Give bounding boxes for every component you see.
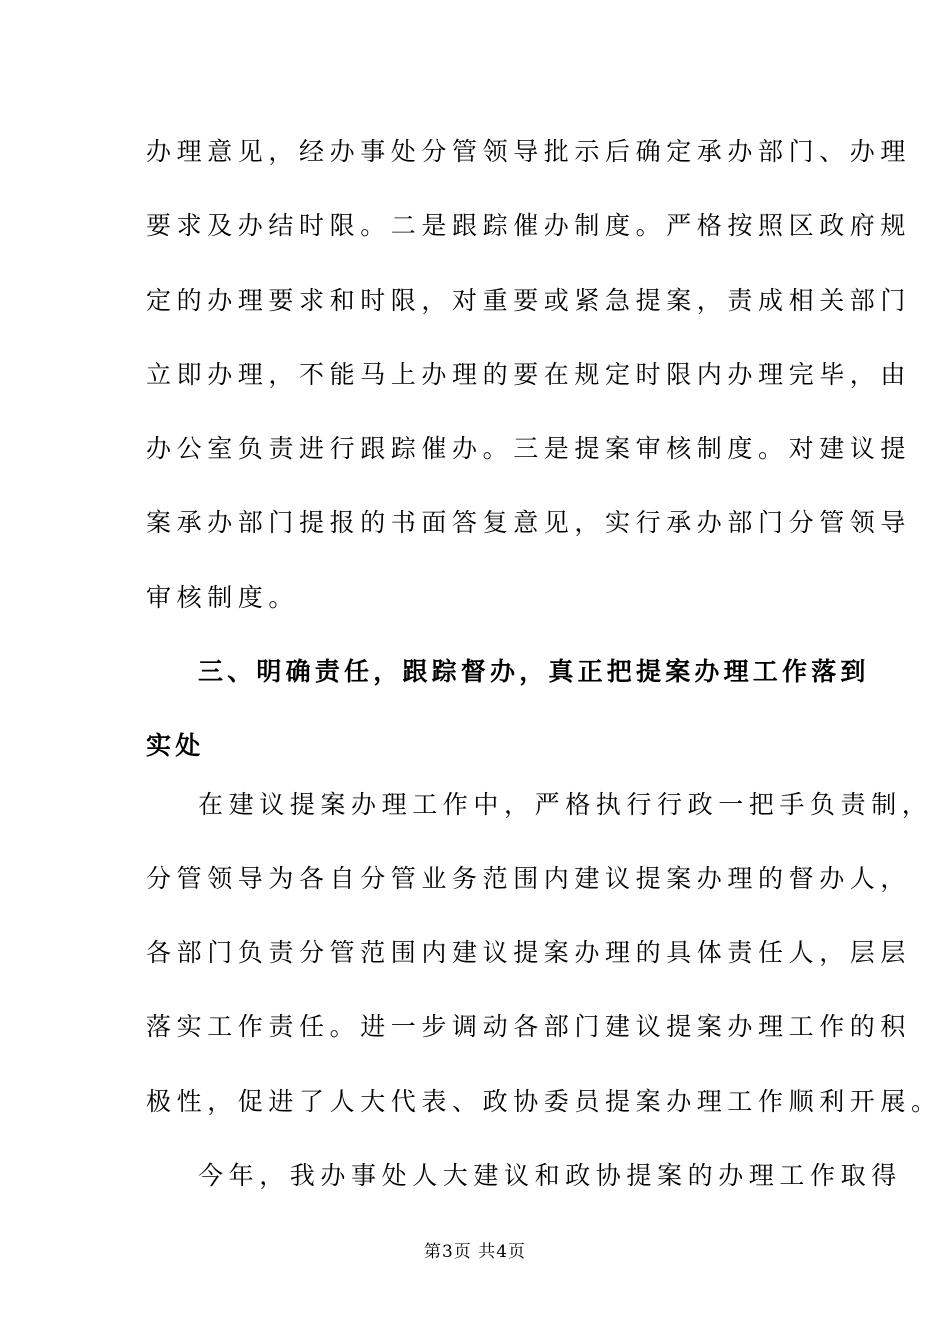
section-heading-continuation: 实处 — [146, 731, 205, 760]
text-line: 立即办理，不能马上办理的要在规定时限内办理完毕，由 — [146, 360, 912, 389]
text-line: 极性，促进了人大代表、政协委员提案办理工作顺利开展。 — [146, 1087, 942, 1116]
section-heading: 三、明确责任，跟踪督办，真正把提案办理工作落到 — [198, 657, 870, 686]
text-line: 审核制度。 — [146, 583, 300, 612]
text-line: 各部门负责分管范围内建议提案办理的具体责任人，层层 — [146, 938, 912, 967]
text-line: 定的办理要求和时限，对重要或紧急提案，责成相关部门 — [146, 286, 912, 315]
page-number-footer: 第3页 共4页 — [423, 1242, 527, 1262]
text-line: 案承办部门提报的书面答复意见，实行承办部门分管领导 — [146, 508, 912, 537]
text-line: 要求及办结时限。二是跟踪催办制度。严格按照区政府规 — [146, 211, 912, 240]
text-line: 分管领导为各自分管业务范围内建议提案办理的督办人， — [146, 864, 912, 893]
text-line: 在建议提案办理工作中，严格执行行政一把手负责制， — [198, 790, 933, 819]
text-line: 今年，我办事处人大建议和政协提案的办理工作取得 — [198, 1161, 902, 1190]
text-line: 办理意见，经办事处分管领导批示后确定承办部门、办理 — [146, 137, 912, 166]
text-line: 办公室负责进行跟踪催办。三是提案审核制度。对建议提 — [146, 434, 912, 463]
text-line: 落实工作责任。进一步调动各部门建议提案办理工作的积 — [146, 1012, 912, 1041]
